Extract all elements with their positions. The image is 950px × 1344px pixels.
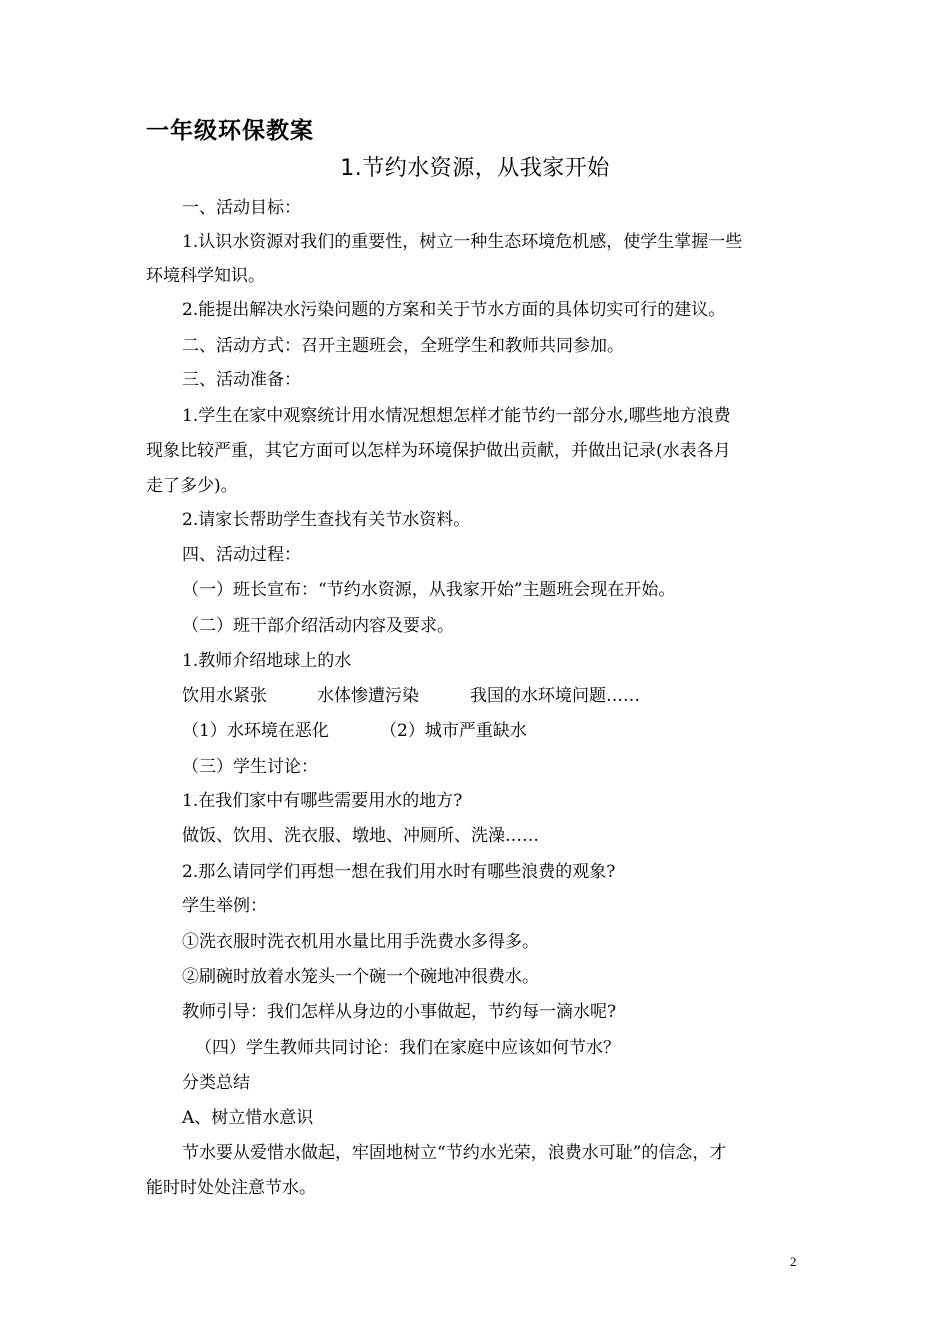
prep-1-line-1: 1.学生在家中观察统计用水情况想想怎样才能节约一部分水,哪些地方浪费 — [182, 406, 731, 426]
process-heading: 四、活动过程： — [182, 545, 301, 565]
page-number: 2 — [790, 1254, 797, 1269]
goal-heading: 一、活动目标： — [182, 198, 301, 218]
prep-1-line-3: 走了多少)。 — [146, 476, 238, 496]
answer-1: 做饭、饮用、洗衣服、墩地、冲厕所、洗澡…… — [182, 826, 539, 846]
issue-item: 饮用水紧张 — [182, 686, 267, 706]
step-2: （二）班干部介绍活动内容及要求。 — [182, 616, 454, 636]
prep-2: 2.请家长帮助学生查找有关节水资料。 — [182, 510, 471, 530]
issue-sub-item: （1）水环境在恶化 — [182, 721, 329, 741]
issue-item: 我国的水环境问题…… — [470, 686, 640, 706]
section-title: 1.节约水资源，从我家开始 — [340, 156, 610, 181]
teacher-guide: 教师引导：我们怎样从身边的小事做起，节约每一滴水呢? — [182, 1002, 617, 1022]
goal-1-line-2: 环境科学知识。 — [146, 266, 265, 286]
summary-heading: 分类总结 — [182, 1073, 250, 1093]
step-3: （三）学生讨论： — [182, 757, 318, 777]
prep-heading: 三、活动准备： — [182, 370, 301, 390]
issue-item: 水体惨遭污染 — [317, 686, 419, 706]
example-1: ①洗衣服时洗衣机用水量比用手洗费水多得多。 — [182, 932, 539, 952]
question-2: 2.那么请同学们再想一想在我们用水时有哪些浪费的观象? — [182, 862, 616, 882]
point-a-heading: A、树立惜水意识 — [182, 1108, 314, 1128]
document-title: 一年级环保教案 — [146, 118, 314, 144]
step-4: （四）学生教师共同讨论：我们在家庭中应该如何节水？ — [195, 1038, 620, 1058]
question-1: 1.在我们家中有哪些需要用水的地方? — [182, 791, 463, 811]
issue-sub-item: （2）城市严重缺水 — [380, 721, 527, 741]
point-a-line-1: 节水要从爱惜水做起，牢固地树立“节约水光荣，浪费水可耻”的信念，才 — [182, 1143, 727, 1163]
goal-2: 2.能提出解决水污染问题的方案和关于节水方面的具体切实可行的建议。 — [182, 300, 726, 320]
step-1: （一）班长宣布：“节约水资源，从我家开始”主题班会现在开始。 — [182, 580, 676, 600]
example-2: ②刷碗时放着水笼头一个碗一个碗地冲很费水。 — [182, 967, 539, 987]
issues-sub-row — [182, 719, 527, 743]
examples-heading: 学生举例： — [182, 896, 267, 916]
point-a-line-2: 能时时处处注意节水。 — [146, 1178, 316, 1198]
issues-row — [182, 684, 640, 708]
activity-method: 二、活动方式：召开主题班会，全班学生和教师共同参加。 — [182, 336, 624, 356]
prep-1-line-2: 现象比较严重，其它方面可以怎样为环境保护做出贡献，并做出记录(水表各月 — [146, 441, 731, 461]
teacher-intro: 1.教师介绍地球上的水 — [182, 651, 352, 671]
goal-1-line-1: 1.认识水资源对我们的重要性，树立一种生态环境危机感，使学生掌握一些 — [182, 232, 743, 252]
